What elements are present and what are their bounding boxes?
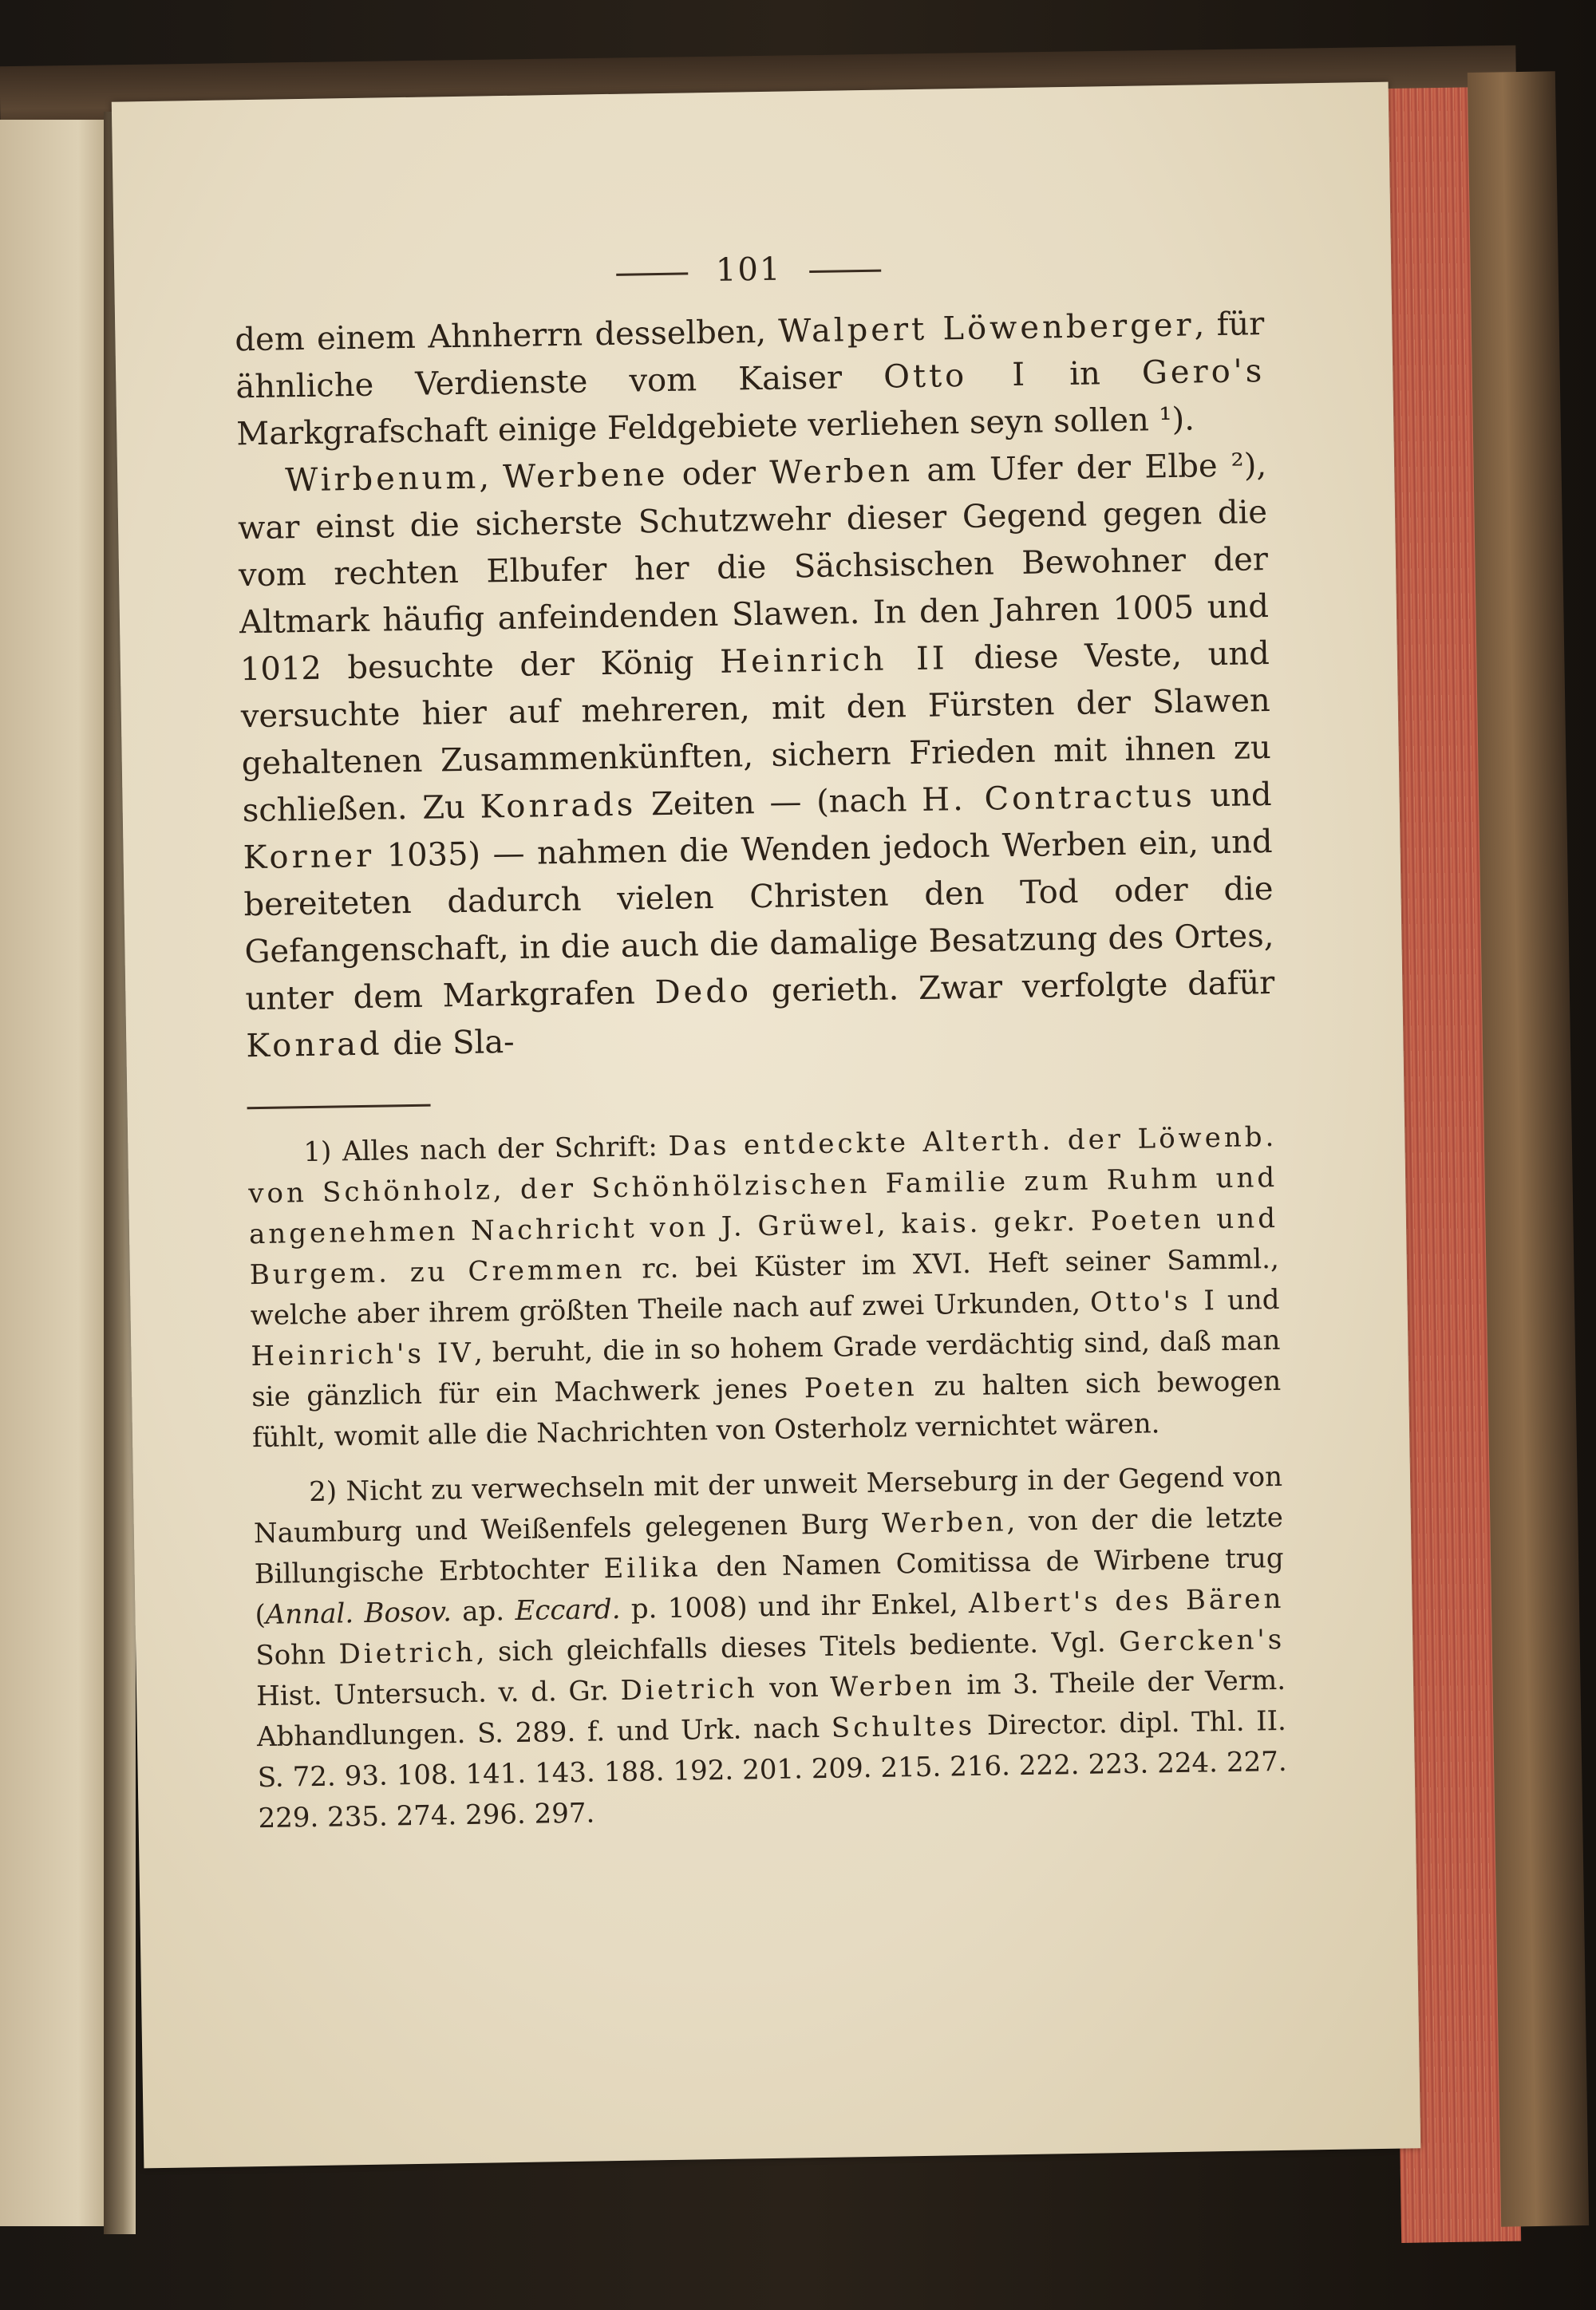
text-run: , sich gleichfalls dieses Titels bediente. Vgl.: [476, 1626, 1120, 1668]
text-run: oder: [668, 454, 770, 493]
body-text: [235, 301, 1276, 1070]
text-run: p. 1008) und ihr Enkel,: [620, 1588, 970, 1625]
header-dash-right: [809, 269, 881, 272]
text-run: Poeten: [804, 1371, 918, 1405]
body-paragraph: [235, 301, 1266, 458]
text-run: Otto I: [883, 356, 1029, 396]
text-run: Zeiten — (nach: [635, 781, 922, 823]
text-run: Walpert Löwenberger: [777, 306, 1195, 350]
text-run: ,: [478, 459, 504, 496]
text-run: Annal. Bosov.: [265, 1596, 452, 1631]
text-run: 2) Nicht zu verwechseln mit der unweit Merseburg in der Gegend von Naumburg und Weißenfels gelegenen Burg: [253, 1460, 1283, 1550]
text-run: H. Contractus: [921, 777, 1196, 819]
text-run: im 3. Theile der Verm. Abhandlungen. S. 289. f. und Urk. nach: [256, 1664, 1286, 1754]
text-run: Werbene: [502, 456, 669, 496]
text-run: Gercken's: [1118, 1623, 1286, 1659]
footnote-2: [253, 1457, 1288, 1839]
text-run: diese Veste, und versuchte hier auf mehreren, mit den Fürsten der Slawen gehaltenen Zusammenkünften, sichern Frieden mit ihnen zu schließen. Zu: [240, 635, 1272, 830]
body-paragraph: [237, 442, 1276, 1070]
text-run: Korner: [243, 837, 375, 877]
text-run: Sohn: [255, 1638, 339, 1672]
text-run: dem einem Ahnherrn desselben,: [235, 313, 779, 359]
text-run: den Namen Comitissa de Wirbene trug (: [255, 1542, 1284, 1632]
text-run: Konrads: [480, 786, 637, 826]
text-run: ap.: [451, 1595, 516, 1629]
page-header: [234, 243, 1264, 296]
text-run: Hist. Untersuch. v. d. Gr.: [255, 1674, 621, 1713]
text-run: Wirbenum: [284, 459, 480, 500]
text-run: Eilika: [603, 1551, 702, 1585]
text-run: Das entdeckte Alterth. der Löwenb. von Schönholz, der Schönhölzischen Familie zum Ruhm und angenehmen Nachricht von J. Grüwel, kais. gekr. Poeten und Burgem. zu Cremmen: [247, 1120, 1279, 1292]
text-run: Werben: [769, 452, 914, 492]
book-page: [112, 82, 1420, 2169]
text-run: am Ufer der Elbe ²), war einst die sicherste Schutzwehr dieser Gegend gegen die vom rechten Elbufer her die Sächsischen Bewohner der Altmark häufig anfeindenden Slawen. In den Jahren 1005 und 1012 besuchte der König: [237, 447, 1270, 689]
text-run: Dedo: [654, 973, 753, 1012]
text-run: Director. dipl. Thl. II. S. 72. 93. 108. 141. 143. 188. 192. 201. 209. 215. 216. 222. 223. 224. 227. 229. 235. 274. 296. 297.: [257, 1704, 1287, 1835]
text-run: Konrad: [246, 1025, 383, 1065]
text-run: in: [1027, 354, 1143, 393]
text-run: Dietrich: [338, 1636, 476, 1671]
text-run: Dietrich: [620, 1672, 758, 1707]
text-run: Eccard.: [515, 1593, 621, 1628]
text-run: Gero's: [1141, 353, 1266, 392]
text-run: gerieth. Zwar verfolgte dafür: [751, 964, 1275, 1010]
text-run: Schultes: [831, 1709, 976, 1744]
text-run: und: [1195, 776, 1272, 815]
page-content: [234, 243, 1288, 1854]
footnote-1: [247, 1117, 1282, 1459]
text-run: Markgrafschaft einige Feldgebiete verliehen seyn sollen ¹).: [235, 401, 1195, 453]
text-run: rc. bei Küster im XVI. Heft seiner Samml., welche aber ihrem größten Theile nach auf zwei Urkunden,: [250, 1242, 1280, 1333]
text-run: Heinrich II: [719, 640, 948, 681]
text-run: , von der die letzte Billungische Erbtochter: [254, 1501, 1284, 1591]
text-run: Werben: [830, 1669, 956, 1704]
footnotes: [247, 1117, 1288, 1839]
text-run: 1) Alles nach der Schrift:: [303, 1130, 669, 1169]
text-run: und: [1217, 1283, 1280, 1317]
text-run: Heinrich's IV: [251, 1337, 475, 1373]
text-run: , für ähnliche Verdienste vom Kaiser: [235, 306, 1265, 406]
text-run: zu halten sich bewogen fühlt, womit alle die Nachrichten von Osterholz vernichtet wären.: [251, 1364, 1282, 1455]
text-run: 1035) — nahmen die Wenden jedoch Werben ein, und bereiteten dadurch vielen Christen den Tod oder die Gefangenschaft, in die auch die damalige Besatzung des Ortes, unter dem Markgrafen: [243, 823, 1274, 1018]
footnote-separator: [247, 1104, 431, 1110]
header-dash-left: [616, 272, 688, 275]
text-run: Werben: [881, 1506, 1007, 1540]
text-run: , beruht, die in so hohem Grade verdächtig sind, daß man sie gänzlich für ein Machwerk jenes: [251, 1324, 1281, 1414]
text-run: Otto's I: [1089, 1285, 1219, 1319]
text-run: von: [757, 1671, 831, 1705]
text-run: Albert's des Bären: [968, 1582, 1285, 1621]
text-run: die Sla-: [382, 1023, 515, 1063]
page-number: 101: [715, 251, 782, 289]
previous-page-edge: [0, 120, 112, 2226]
